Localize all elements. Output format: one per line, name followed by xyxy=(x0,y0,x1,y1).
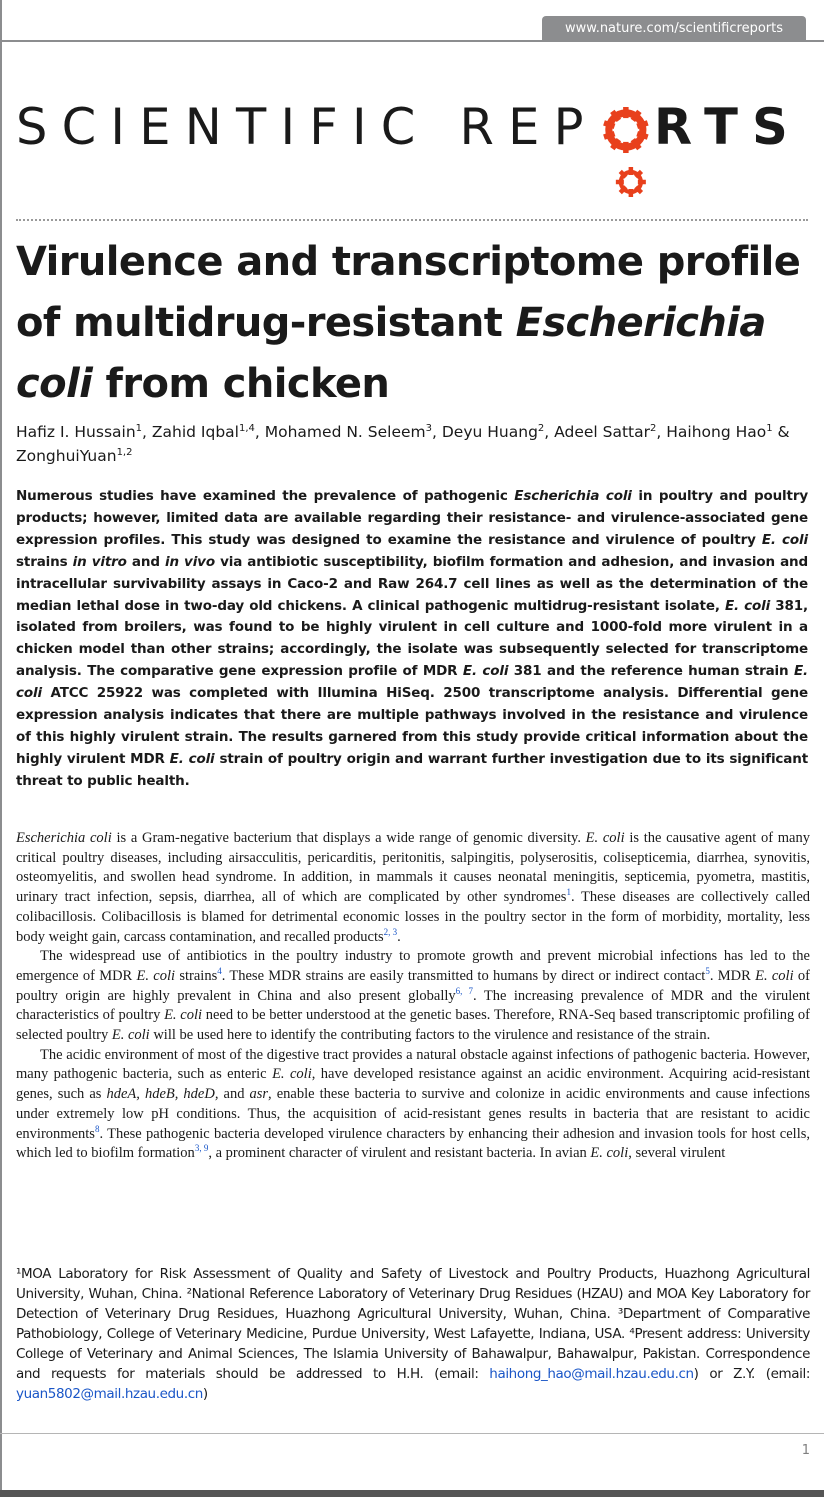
italic-text: Escherichia coli xyxy=(16,830,112,846)
italic-text: E. coli xyxy=(136,967,176,984)
text-run: . These MDR strains are easily transmitted to humans by direct or indirect contact xyxy=(221,967,706,984)
affiliations-mid: ) or Z.Y. (email: xyxy=(693,1366,810,1382)
italic-text: E. coli xyxy=(164,1007,203,1024)
text-run: The acidic environment of most of the digestive tract provides a natural obstacle against infections of pathogenic bacteria. However, many pathogenic bacteria, such as enteric xyxy=(16,1046,810,1083)
italic-text: E. coli xyxy=(462,663,509,680)
text-run: Numerous studies have examined the prevalence of pathogenic xyxy=(16,488,515,504)
italic-text: E. coli xyxy=(111,1027,150,1044)
italic-text: E. coli xyxy=(755,967,794,984)
title-text: Virulence and transcriptome profile of multidrug-resistant xyxy=(16,239,801,346)
text-run: , several virulent xyxy=(628,1145,726,1162)
italic-text: E. coli xyxy=(272,1066,312,1083)
text-run: ATCC 25922 was completed with Illumina HiSeq. 2500 transcriptome analysis. Differential gene expression analysis indicates that there are multiple pathways involved in the resistance and virulence of this highly virulent strain. The results garnered from this study provide critical information about the highly virulent MDR xyxy=(16,685,808,767)
abstract xyxy=(16,486,808,793)
affiliations-end: ) xyxy=(202,1386,208,1402)
author-name: Deyu Huang xyxy=(441,423,538,441)
citation-ref[interactable]: 8 xyxy=(94,1123,100,1134)
author-affiliation-marker: 1 xyxy=(766,422,773,434)
text-run: is the causative agent of many critical poultry diseases, including airsacculitis, pericarditis, peritonitis, salpingitis, polyserositis, colisepticemia, diarrhea, synovitis, osteomyelitis, and swollen head syndrome. In addition, in mammals it causes neonatal meningitis, septicemia, pyometra, mastitis, urinary tract infection, sepsis, diarrhea, all of which are complicated by other syndromes xyxy=(16,830,810,906)
body-paragraph xyxy=(16,1046,810,1164)
journal-masthead xyxy=(16,98,808,208)
text-run: strains xyxy=(175,967,218,984)
citation-ref[interactable]: 1 xyxy=(566,887,571,898)
author-affiliation-marker: 1,2 xyxy=(116,446,133,458)
author-name: Hafiz I. Hussain xyxy=(16,423,136,441)
text-run: and xyxy=(218,1086,250,1103)
author-affiliation-marker: 2 xyxy=(650,422,657,434)
email-link-hh[interactable]: haihong_hao@mail.hzau.edu.cn xyxy=(489,1366,694,1382)
italic-text: E. coli xyxy=(169,750,215,767)
text-run: via antibiotic susceptibility, biofilm formation and adhesion, and invasion and intracellular survivability assays in Caco-2 and Raw 264.7 cell lines as well as the determination of the median lethal dose in two-day old chickens. A clinical pathogenic multidrug-resistant isolate, xyxy=(16,553,809,614)
author-affiliation-marker: 1,4 xyxy=(238,422,255,434)
text-run: . These diseases are collectively called colibacillosis. Colibacillosis is blamed for detrimental economic losses in the poultry sector in the form of morbidity, mortality, less body weight gain, carcass contamination, and recalled products xyxy=(16,889,810,945)
affiliations-text: ¹MOA Laboratory for Risk Assessment of Quality and Safety of Livestock and Poultry Products, Huazhong Agricultural University, Wuhan, China. ²National Reference Laboratory of Veterinary Drug Residues (HZAU) and MOA Key Laboratory for Detection of Veterinary Drug Residues, Huazhong Agricultural University, Wuhan, China. ³Department of Comparative Pathobiology, College of Veterinary Medicine, Purdue University, West Lafayette, Indiana, USA. ⁴Present address: University College of Veterinary and Animal Sciences, The Islamia University of Bahawalpur, Bahawalpur, Pakistan. Correspondence and requests for materials should be addressed to H.H. (email: xyxy=(16,1266,810,1382)
section-divider xyxy=(16,219,808,221)
italic-text: in vitro xyxy=(72,553,127,570)
gear-logo-icon xyxy=(16,98,808,208)
text-run: , a prominent character of virulent and resistant bacteria. In avian xyxy=(208,1145,591,1162)
author-affiliation-marker: 3 xyxy=(425,422,433,434)
body-paragraph xyxy=(16,829,810,947)
left-margin-rule xyxy=(0,0,2,1497)
text-run: and xyxy=(126,553,165,570)
italic-text: Escherichia coli xyxy=(514,488,632,504)
citation-ref[interactable]: 5 xyxy=(705,966,710,977)
citation-ref[interactable]: 4 xyxy=(217,966,222,977)
text-run: , have developed resistance against an acidic environment. Acquiring acid-resistant genes, such as xyxy=(16,1066,810,1103)
text-run: The widespread use of antibiotics in the poultry industry to promote growth and prevent microbial infections has led to the emergence of MDR xyxy=(16,948,810,984)
text-run: 381 and the reference human strain xyxy=(508,663,794,680)
journal-url[interactable]: www.nature.com/scientificreports xyxy=(542,16,806,41)
italic-text: asr xyxy=(249,1086,269,1103)
author-name: Adeel Sattar xyxy=(554,423,650,441)
title-species: Escherichia coli xyxy=(16,300,766,407)
text-run: strains xyxy=(16,553,73,570)
text-run: is a Gram-negative bacterium that displays a wide range of genomic diversity. xyxy=(111,830,586,846)
citation-ref[interactable]: 6, 7 xyxy=(455,985,473,996)
author-separator: & xyxy=(772,423,790,441)
citation-ref[interactable]: 2, 3 xyxy=(383,926,398,937)
text-run: 381, isolated from broilers, was found to be highly virulent in cell culture and 1000-fold more virulent in a chicken model than other strains; accordingly, the isolate was subsequently selected for transcriptome analysis. The comparative gene expression profile of MDR xyxy=(16,597,808,680)
text-run: in poultry and poultry products; however, limited data are available regarding their resistance- and virulence-associated gene expression profiles. This study was designed to examine the resistance and virulence of poultry xyxy=(16,488,808,548)
text-run: of poultry origin are highly prevalent in China and also present globally xyxy=(16,967,810,1004)
article-body xyxy=(16,829,810,1164)
footer-bar xyxy=(0,1490,824,1497)
author-name: Zahid Iqbal xyxy=(151,423,239,441)
author-name: ZonghuiYuan xyxy=(16,447,117,465)
email-link-zy[interactable]: yuan5802@mail.hzau.edu.cn xyxy=(16,1386,203,1402)
author-affiliation-marker: 2 xyxy=(537,422,545,434)
author-list xyxy=(16,420,816,468)
text-run: , enable these bacteria to survive and colonize in acidic environments and cause infections under extremely low pH conditions. Thus, the acquisition of acid-resistant genes results in bacteria that are resistant to acidic environments xyxy=(16,1086,811,1142)
gear-small-icon xyxy=(616,167,646,197)
journal-name-suffix: RTS xyxy=(654,98,802,156)
article-title xyxy=(16,232,816,415)
author-separator: , xyxy=(656,423,667,441)
author-name: Haihong Hao xyxy=(666,423,767,441)
text-run: . MDR xyxy=(709,967,756,984)
italic-text: E. coli xyxy=(761,531,808,548)
journal-name-prefix: SCIENTIFIC REP xyxy=(16,98,598,156)
italic-text: hdeA, hdeB, hdeD, xyxy=(106,1086,219,1103)
author-separator: , xyxy=(432,423,442,441)
text-run: need to be better understood at the genetic bases. Therefore, RNA-Seq based transcriptomic profiling of selected poultry xyxy=(16,1007,810,1044)
citation-ref[interactable]: 3, 9 xyxy=(194,1143,209,1154)
italic-text: E. coli xyxy=(585,830,625,846)
footer-rule xyxy=(0,1433,824,1434)
body-paragraph xyxy=(16,947,810,1046)
italic-text: in vivo xyxy=(164,553,215,570)
gear-large-icon xyxy=(603,107,648,153)
text-run: . xyxy=(397,928,401,945)
text-run: strain of poultry origin and warrant further investigation due to its significant threat to public health. xyxy=(16,750,808,789)
author-affiliation-marker: 1 xyxy=(135,422,143,434)
title-end: from chicken xyxy=(92,361,390,407)
author-separator: , xyxy=(544,423,555,441)
text-run: . These pathogenic bacteria developed virulence characters by enhancing their adhesion and invasion tools for host cells, which led to biofilm formation xyxy=(16,1125,810,1162)
page-number: 1 xyxy=(801,1443,810,1458)
italic-text: E. coli xyxy=(590,1145,629,1162)
text-run: . The increasing prevalence of MDR and the virulent characteristics of poultry xyxy=(16,987,810,1024)
italic-text: E. coli xyxy=(724,597,771,614)
author-separator: , xyxy=(142,423,152,441)
author-separator: , xyxy=(254,423,265,441)
author-name: Mohamed N. Seleem xyxy=(264,423,426,441)
text-run: will be used here to identify the contributing factors to the virulence and resistance of the strain. xyxy=(149,1027,711,1044)
italic-text: E. coli xyxy=(16,663,808,702)
affiliations xyxy=(16,1264,810,1404)
header-rule xyxy=(0,40,824,42)
